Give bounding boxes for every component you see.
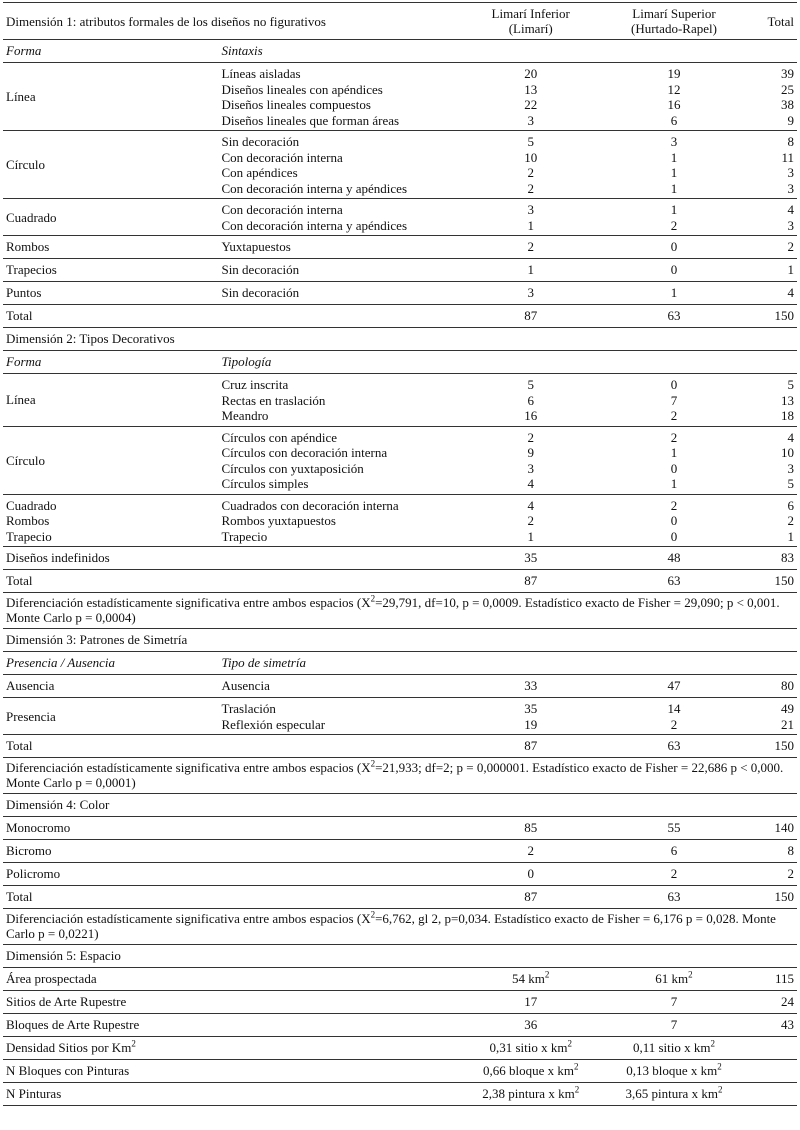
dim1-group-rombos: Rombos Yuxtapuestos 2 0 2 <box>3 236 797 259</box>
dim2-total-row: Total 87 63 150 <box>3 570 797 593</box>
dim3-title: Dimensión 3: Patrones de Simetría <box>3 629 797 652</box>
dim1-total-row: Total 87 63 150 <box>3 305 797 328</box>
dim5-npinturas-row: N Pinturas 2,38 pintura x $km^2$ 3,65 pintura x $km^2$ <box>3 1083 797 1106</box>
table-header <box>3 3 797 40</box>
dim4-total-row: Total 87 63 150 <box>3 886 797 909</box>
dim1-subheader: Forma Sintaxis <box>3 40 797 63</box>
col-inferior-header: Limarí Inferior (Limarí) <box>462 3 596 40</box>
dim1-group-puntos: Puntos Sin decoración 3 1 4 <box>3 282 797 305</box>
dim4-monocromo-row: Monocromo 85 55 140 <box>3 817 797 840</box>
dim2-group-linea: Línea Cruz inscrita Rectas en traslación Meandro 5 6 16 0 7 2 5 13 18 <box>6 377 794 423</box>
dim4-policromo-row: Policromo 0 2 2 <box>3 863 797 886</box>
dim4-title-row <box>3 794 797 817</box>
dim5-bloques-row: Bloques de Arte Rupestre 36 7 43 <box>3 1014 797 1037</box>
dim5-title: Dimensión 5: Espacio <box>3 945 797 968</box>
dim2-group-circulo: Círculo Círculos con apéndice Círculos con decoración interna Círculos con yuxtaposición Círculos simples 2 9 3 4 2 1 0 1 4 10 3 5 <box>3 426 797 494</box>
dim1-group-cuadrado: Cuadrado Con decoración interna Con decoración interna y apéndices 3 1 1 2 4 3 <box>3 199 797 236</box>
dim3-subheader: Presencia / Ausencia Tipo de simetría <box>3 652 797 675</box>
dim2-subheader: Forma Tipología <box>3 351 797 374</box>
col-total-header: Total <box>752 3 797 40</box>
dim3-note: Diferenciación estadísticamente significativa entre ambos espacios ($X^2=21,933$; df=2; p = 0,000001. Estadístico exacto de Fisher = 22,686 p < 0,000. Monte Carlo p = 0,0001) <box>3 758 797 794</box>
dim3-presencia-row: Presencia Traslación Reflexión especular 35 19 14 2 49 21 <box>3 698 797 735</box>
dim2-title-row <box>3 328 797 351</box>
dim3-note-row <box>3 758 797 794</box>
dim1-group-trapecios: Trapecios Sin decoración 1 0 1 <box>3 259 797 282</box>
dim5-area-row: Área prospectada 54 $km^2$ 61 $km^2$ 115 <box>3 968 797 991</box>
dim5-densidad-row: Densidad Sitios por Km$^2$ 0,31 sitio x $km^2$ 0,11 sitio x $km^2$ <box>3 1037 797 1060</box>
dim1-group-linea: Línea Líneas aisladas Diseños lineales con apéndices Diseños lineales compuestos Diseños lineales que forman áreas 20 13 22 3 19 12 16 6 39 25 38 9 <box>3 63 797 131</box>
dim2-note-row <box>3 593 797 629</box>
dim1-title: Dimensión 1: atributos formales de los diseños no figurativos <box>3 3 462 40</box>
dim5-sitios-row: Sitios de Arte Rupestre 17 7 24 <box>3 991 797 1014</box>
dim4-title: Dimensión 4: Color <box>3 794 797 817</box>
dim3-total-row: Total 87 63 150 <box>3 735 797 758</box>
dim5-title-row <box>3 945 797 968</box>
dim3-title-row <box>3 629 797 652</box>
dim2-indefinidos-row: Diseños indefinidos 35 48 83 <box>3 547 797 570</box>
dim4-bicromo-row: Bicromo 2 6 8 <box>3 840 797 863</box>
dim2-note: Diferenciación estadísticamente significativa entre ambos espacios ($X^2=29,791$, df=10, p = 0,0009. Estadístico exacto de Fisher = 29,090; p < 0,001. Monte Carlo p = 0,0004) <box>3 593 797 629</box>
dim1-group-circulo: Círculo Sin decoración Con decoración interna Con apéndices Con decoración interna y apéndices 5 10 2 2 3 1 1 1 8 11 3 3 <box>3 131 797 199</box>
dim4-note: Diferenciación estadísticamente significativa entre ambos espacios ($X^2=6,762$, gl 2, p=0,034. Estadístico exacto de Fisher = 6,176 p = 0,028. Monte Carlo p = 0,0221) <box>3 909 797 945</box>
dim2-group-misc: Cuadrado Rombos Trapecio Cuadrados con decoración interna Rombos yuxtapuestos Trapecio 4 2 1 2 0 0 6 2 1 <box>3 494 797 547</box>
dim5-nbloques-row: N Bloques con Pinturas 0,66 bloque x $km^2$ 0,13 bloque x $km^2$ <box>3 1060 797 1083</box>
col-superior-header: Limarí Superior (Hurtado-Rapel) <box>596 3 751 40</box>
dim4-note-row <box>3 909 797 945</box>
dim3-ausencia-row: Ausencia Ausencia 33 47 80 <box>3 675 797 698</box>
dim2-title: Dimensión 2: Tipos Decorativos <box>3 328 797 351</box>
data-table <box>3 2 797 1106</box>
